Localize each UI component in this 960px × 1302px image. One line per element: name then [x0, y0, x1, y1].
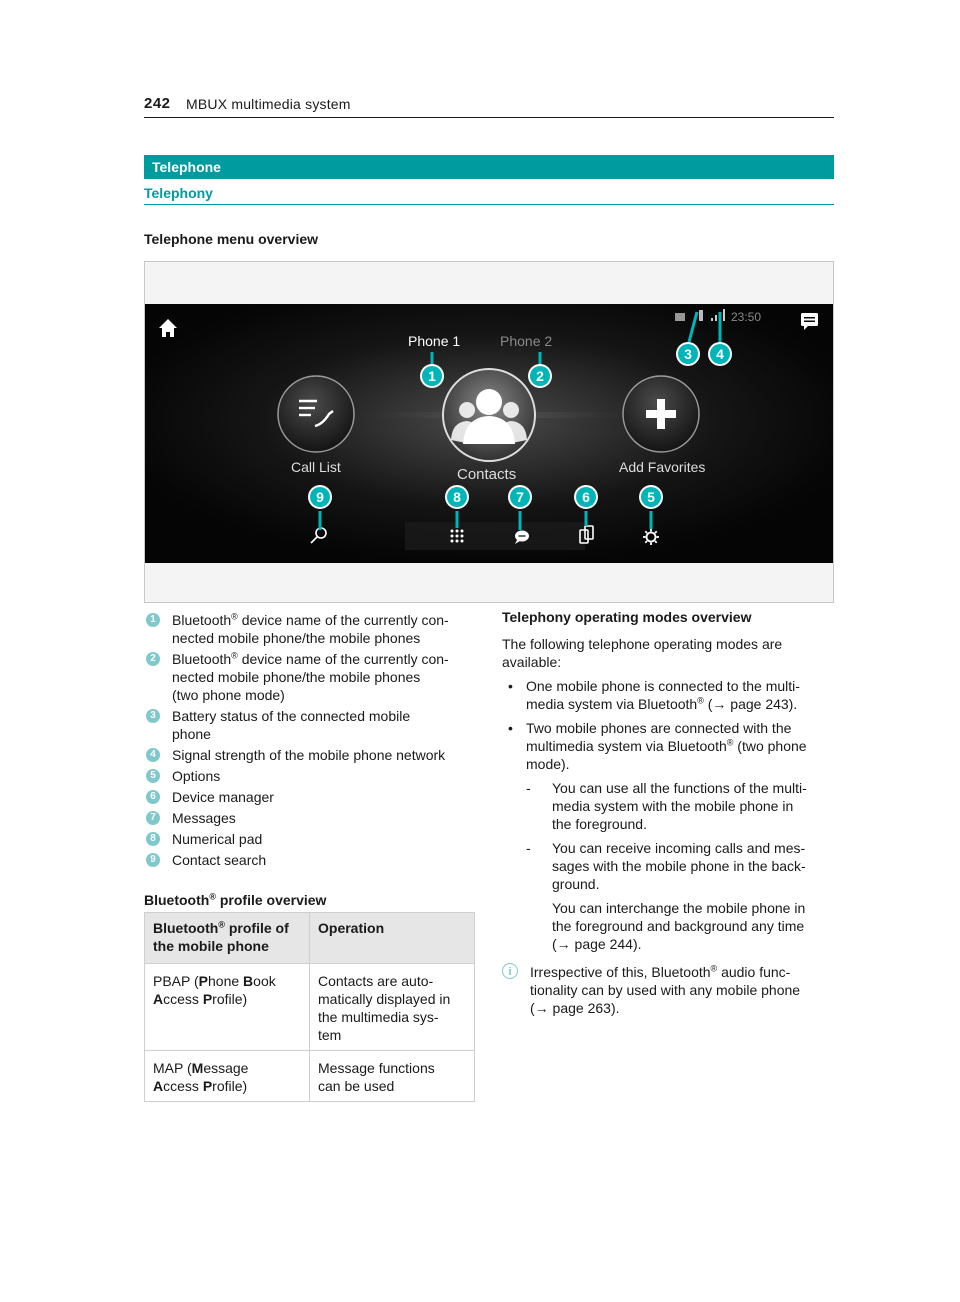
callout-badge: 8: [146, 832, 160, 846]
call-list-button[interactable]: [278, 376, 354, 452]
list-item: 1 Bluetooth® device name of the currently con- nected mobile phone/the mobile phones: [144, 611, 474, 647]
list-item: 6 Device manager: [144, 788, 474, 806]
tab-phone-1[interactable]: Phone 1: [408, 333, 461, 349]
section-bar: [144, 155, 834, 179]
intro-text: The following telephone operating modes are available:: [502, 636, 783, 670]
callout-6: [574, 485, 598, 509]
add-favorites-button[interactable]: [623, 376, 699, 452]
callout-badge: 5: [146, 769, 160, 783]
list-item: - You can receive incoming calls and mes- sages with the mobile phone in the back- ground.: [526, 840, 806, 892]
svg-text:3: 3: [684, 346, 692, 362]
callout-3: [676, 342, 700, 366]
table-row: MAP (Message Access Profile) Message functions can be used: [145, 1051, 475, 1102]
table-header-profile: Bluetooth® profile of the mobile phone: [145, 913, 310, 964]
call-list-label: Call List: [291, 459, 341, 475]
list-item: 4 Signal strength of the mobile phone network: [144, 746, 474, 764]
svg-text:2: 2: [536, 368, 544, 384]
table-header-operation: Operation: [310, 913, 475, 964]
svg-text:5: 5: [647, 489, 655, 505]
operating-modes-section: [502, 608, 834, 1017]
menu-overview-heading: Telephone menu overview: [144, 231, 319, 247]
callout-1: [420, 364, 444, 388]
callout-badge: 4: [146, 748, 160, 762]
bt-profile-heading: Bluetooth® profile overview: [144, 891, 327, 908]
callout-2: [528, 364, 552, 388]
info-icon: i: [502, 963, 518, 979]
list-item: 2 Bluetooth® device name of the currently con- nected mobile phone/the mobile phones (two phone mode): [144, 650, 474, 704]
callout-badge: 3: [146, 709, 160, 723]
svg-text:1: 1: [428, 368, 436, 384]
list-item: 8 Numerical pad: [144, 830, 474, 848]
list-item: - You can use all the functions of the multi- media system with the mobile phone in the foreground.: [526, 780, 807, 832]
telephone-screen: [145, 304, 833, 563]
svg-text:6: 6: [582, 489, 590, 505]
callout-badge: 9: [146, 853, 160, 867]
add-favorites-label: Add Favorites: [619, 459, 706, 475]
subsection-title: Telephony: [144, 185, 213, 201]
callout-badge: 6: [146, 790, 160, 804]
page-number: 242: [144, 95, 171, 112]
list-item: 7 Messages: [144, 809, 474, 827]
svg-text:4: 4: [716, 346, 724, 362]
bt-profile-table: [144, 912, 475, 1102]
info-note: i Irrespective of this, Bluetooth® audio func- tionality can by used with any mobile phone (→ page 263).: [502, 963, 834, 1017]
callout-5: [639, 485, 663, 509]
contacts-label: Contacts: [457, 466, 517, 483]
contacts-button[interactable]: [443, 369, 535, 461]
chapter-title: MBUX multimedia system: [186, 96, 351, 112]
numerical-pad-icon[interactable]: [451, 530, 464, 543]
callout-badge: 2: [146, 652, 160, 666]
svg-text:8: 8: [453, 489, 461, 505]
tab-phone-2[interactable]: Phone 2: [500, 333, 553, 349]
list-item: 3 Battery status of the connected mobile phone: [144, 707, 474, 743]
subsection-divider: [144, 204, 834, 205]
callout-4: [708, 342, 732, 366]
note-text: You can interchange the mobile phone in the foreground and background any time (→ page 244).: [552, 900, 806, 952]
list-item: 9 Contact search: [144, 851, 474, 869]
section-title: Telephone: [152, 159, 221, 175]
header-divider: [144, 117, 834, 118]
svg-text:9: 9: [316, 489, 324, 505]
callout-9: [308, 485, 332, 509]
list-item: • One mobile phone is connected to the multi- media system via Bluetooth® (→ page 243).: [508, 678, 800, 712]
list-item: 5 Options: [144, 767, 474, 785]
clock-time: 23:50: [731, 310, 762, 324]
legend-list: [144, 611, 474, 872]
operating-modes-heading: Telephony operating modes overview: [502, 609, 752, 625]
callout-7: [508, 485, 532, 509]
list-item: • Two mobile phones are connected with the multimedia system via Bluetooth® (two phone mode).: [508, 720, 807, 772]
callout-8: [445, 485, 469, 509]
table-row: PBAP (Phone Book Access Profile) Contacts are auto- matically displayed in the multimedia sys- tem: [145, 964, 475, 1051]
callout-badge: 1: [146, 613, 160, 627]
callout-badge: 7: [146, 811, 160, 825]
svg-text:7: 7: [516, 489, 524, 505]
